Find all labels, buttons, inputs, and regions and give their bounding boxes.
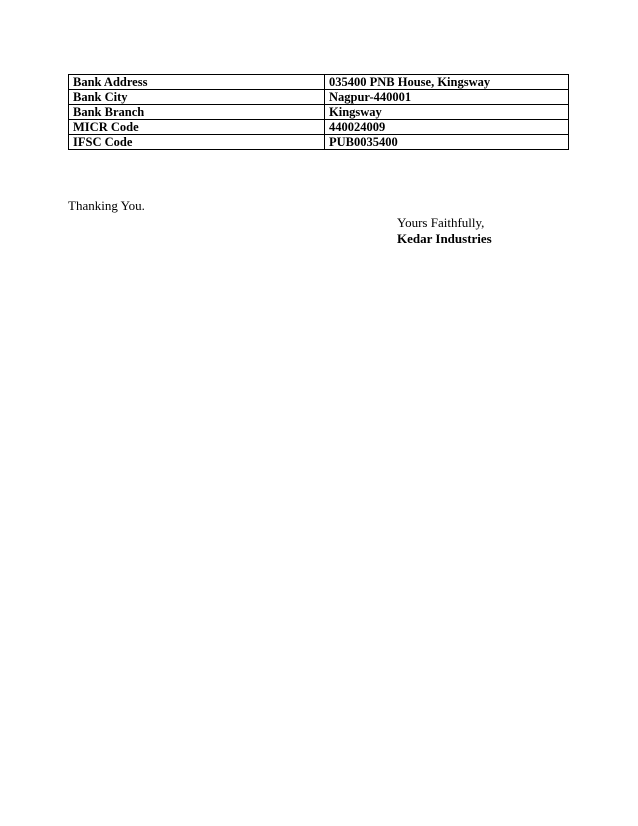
row-label: Bank Branch: [69, 105, 325, 120]
row-value: 440024009: [325, 120, 569, 135]
closing-line: Yours Faithfully,: [397, 215, 485, 230]
row-value: PUB0035400: [325, 135, 569, 150]
row-label: IFSC Code: [69, 135, 325, 150]
table-row: [69, 90, 569, 105]
row-value: Kingsway: [325, 105, 569, 120]
bank-details-table: [68, 74, 569, 150]
table-row: [69, 105, 569, 120]
row-value: 035400 PNB House, Kingsway: [325, 75, 569, 90]
thanks-line: Thanking You.: [68, 198, 145, 213]
row-value: Nagpur-440001: [325, 90, 569, 105]
row-label: MICR Code: [69, 120, 325, 135]
table-row: [69, 135, 569, 150]
table-row: [69, 120, 569, 135]
table-row: [69, 75, 569, 90]
signature-block: [397, 215, 492, 247]
row-label: Bank City: [69, 90, 325, 105]
row-label: Bank Address: [69, 75, 325, 90]
company-name: Kedar Industries: [397, 231, 492, 246]
